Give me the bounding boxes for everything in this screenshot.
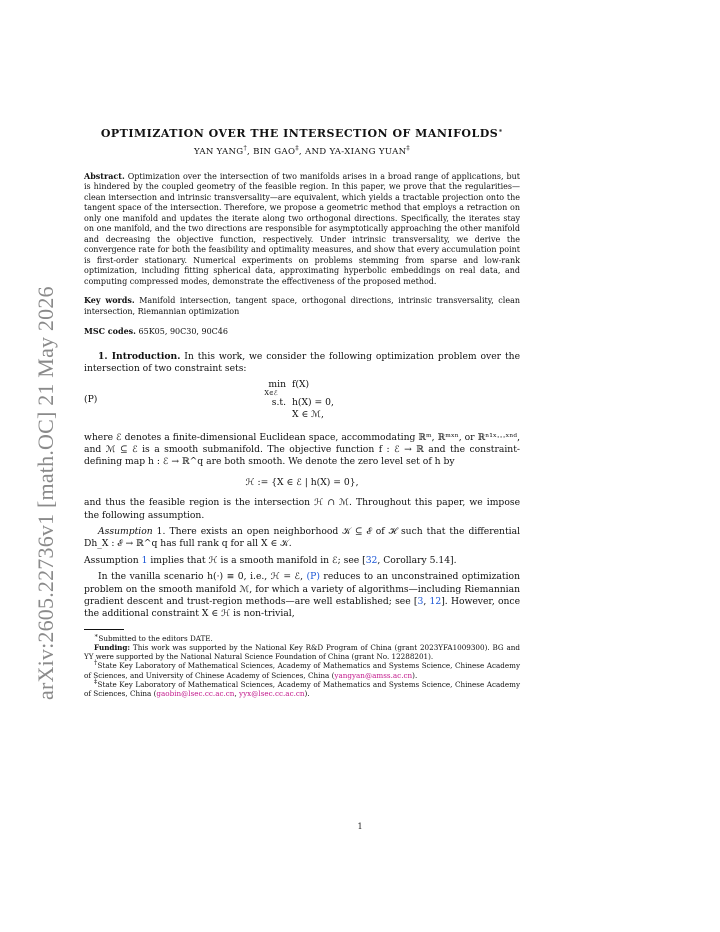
msc-text: 65K05, 90C30, 90C46 bbox=[138, 327, 228, 337]
funding-heading: Funding: bbox=[94, 643, 131, 653]
st-label: s.t. bbox=[271, 396, 286, 408]
constraint-2: X ∈ ℳ, bbox=[292, 408, 324, 420]
email-link-yangyan[interactable]: yangyan@amss.ac.cn bbox=[334, 670, 413, 680]
abstract bbox=[84, 171, 520, 288]
arxiv-identifier-stamp: arXiv:2605.22736v1 [math.OC] 21 May 2026 bbox=[33, 286, 58, 700]
author-list bbox=[84, 146, 520, 158]
abstract-heading: Abstract. bbox=[84, 170, 125, 181]
author-1-mark: † bbox=[243, 144, 248, 153]
page-content bbox=[84, 118, 520, 698]
intro-paragraph-2: where ℰ denotes a finite-dimensional Euclidean space, accommodating ℝᵐ, ℝᵐˣⁿ, or ℝⁿ¹ˣ···ˣⁿᵈ, and ℳ ⊆ ℰ is a smooth submanifold. The objective function f : ℰ → ℝ and the constraint-defining map h : ℰ → ℝ^q are both smooth. We denote the zero level set of h by bbox=[84, 431, 520, 468]
p4-text-a: Assumption bbox=[84, 554, 139, 566]
footnote-3-text: State Key Laboratory of Mathematical Sciences, Academy of Mathematics and Systems Science, Chinese Academy of Sciences, China ( bbox=[84, 679, 521, 699]
min-label: min bbox=[268, 378, 286, 390]
footnote-funding bbox=[84, 643, 520, 661]
footnote-1-text: Submitted to the editors DATE. bbox=[98, 633, 213, 643]
author-3: YA-XIANG YUAN bbox=[329, 147, 407, 158]
author-separator-1: , bbox=[247, 147, 254, 158]
footnote-2-end: ). bbox=[412, 670, 418, 680]
title-text: OPTIMIZATION OVER THE INTERSECTION OF MANIFOLDS bbox=[100, 127, 499, 140]
problem-tag: (P) bbox=[84, 393, 98, 405]
footnote-divider bbox=[84, 629, 124, 630]
problem-operators bbox=[256, 380, 286, 409]
min-operator bbox=[256, 380, 286, 397]
footnote-1-mark: ∗ bbox=[94, 631, 99, 640]
footnote-3-sep: , bbox=[234, 689, 240, 699]
min-subscript: X∈ℰ bbox=[264, 388, 278, 397]
author-separator-2: , AND bbox=[298, 147, 330, 158]
constraint-1: h(X) = 0, bbox=[292, 396, 334, 408]
footnote-3-end: ). bbox=[304, 689, 310, 699]
abstract-text: Optimization over the intersection of two manifolds arises in a broad range of applications, but is hindered by the coupled geometry of the feasible region. In this paper, we prove that the regularities—clean intersection and intrinsic transversality—are equivalent, which yields a tractable projection onto the tangent space of the intersection. Therefore, we propose a geometric method that employs a retraction on only one manifold and updates the iterate along two orthogonal directions. Specifically, the iterates stay on one manifold, and the two directions are responsible for asymptotically approaching the other manifold and decreasing the objective function, respectively. Under intrinsic transversality, we derive the convergence rate for both the feasibility and optimality measures, and show that every accumulation point is first-order stationary. Numerical experiments on problems stemming from sparse and low-rank optimization, including fitting spherical data, approximating hyperbolic embeddings on real data, and computing compressed modes, demonstrate the effectiveness of the proposed method. bbox=[84, 171, 520, 286]
intro-paragraph-3: and thus the feasible region is the intersection ℋ ∩ ℳ. Throughout this paper, we impose the following assumption. bbox=[84, 497, 520, 521]
footnote-3-mark: ‡ bbox=[94, 677, 98, 686]
zero-level-set-equation: ℋ := {X ∈ ℰ | h(X) = 0}, bbox=[245, 476, 359, 488]
keywords-heading: Key words. bbox=[84, 295, 135, 306]
problem-formulation bbox=[84, 380, 520, 428]
paper-title bbox=[84, 128, 520, 140]
assumption-text: There exists an open neighborhood 𝒦 ⊆ ℰ of ℋ such that the differential Dh_X : ℰ → ℝ^q has full rank q for all X ∈ 𝒦. bbox=[84, 525, 521, 550]
p5-text-a: In the vanilla scenario h(·) ≡ 0, i.e., ℋ = ℰ, bbox=[98, 571, 304, 583]
page-number: 1 bbox=[357, 822, 363, 831]
problem-ref-link[interactable]: (P) bbox=[306, 571, 320, 583]
p4-text-c: , Corollary 5.14]. bbox=[377, 554, 457, 566]
footnote-2-text: State Key Laboratory of Mathematical Sciences, Academy of Mathematics and Systems Science, Chinese Academy of Sciences, and University of Chinese Academy of Sciences, China ( bbox=[84, 661, 521, 680]
footnote-2-mark: † bbox=[94, 659, 98, 668]
keywords-text: Manifold intersection, tangent space, orthogonal directions, intrinsic transversality, clean intersection, Riemannian optimization bbox=[84, 296, 520, 316]
assumption-1 bbox=[84, 526, 520, 551]
author-2: BIN GAO bbox=[253, 147, 296, 158]
funding-text: This work was supported by the National Key R&D Program of China (grant 2023YFA1009300). BG and YY were supported by the National Natural Science Foundation of China (grant No. 12288201). bbox=[84, 643, 520, 662]
assumption-label: Assumption bbox=[98, 525, 153, 537]
citation-link-32[interactable]: 32 bbox=[365, 554, 378, 566]
footnote-submitted bbox=[84, 631, 520, 643]
keywords bbox=[84, 295, 520, 317]
email-link-gaobin[interactable]: gaobin@lsec.cc.ac.cn bbox=[156, 689, 235, 699]
objective: f(X) bbox=[292, 378, 310, 390]
p5-text-d: ]. However, once the additional constraint X ∈ ℋ is non-trivial, bbox=[84, 596, 521, 620]
p4-text-b: implies that ℋ is a smooth manifold in ℰ; see [ bbox=[150, 554, 366, 566]
title-footnote-mark: ∗ bbox=[498, 126, 504, 135]
citation-link-3[interactable]: 3 bbox=[417, 596, 424, 607]
p5-text-c: , bbox=[423, 596, 427, 607]
footnotes bbox=[84, 631, 521, 699]
author-1: YAN YANG bbox=[194, 147, 244, 158]
introduction-paragraph-1 bbox=[84, 351, 520, 376]
citation-link-12[interactable]: 12 bbox=[429, 596, 442, 607]
problem-expressions bbox=[292, 380, 334, 421]
intro-paragraph-4 bbox=[84, 555, 520, 567]
email-link-yyx[interactable]: yyx@lsec.cc.ac.cn bbox=[239, 689, 305, 699]
assumption-number: 1. bbox=[156, 525, 166, 537]
msc-heading: MSC codes. bbox=[84, 326, 136, 337]
footnote-affiliation-2 bbox=[84, 677, 521, 699]
footnote-affiliation-1 bbox=[84, 661, 520, 679]
section-heading-introduction: 1. Introduction. bbox=[98, 350, 181, 362]
intro-text-1: In this work, we consider the following optimization problem over the intersection of two constraint sets: bbox=[84, 350, 521, 375]
assumption-ref-link[interactable]: 1 bbox=[141, 554, 148, 566]
msc-codes bbox=[84, 325, 520, 338]
p5-text-b: reduces to an unconstrained optimization problem on the smooth manifold ℳ, for which a variety of algorithms—including Riemannian gradient descent and trust-region methods—are well established; see [ bbox=[84, 571, 520, 607]
author-2-mark: ‡ bbox=[295, 144, 299, 153]
intro-paragraph-5 bbox=[84, 571, 520, 621]
author-3-mark: ‡ bbox=[406, 144, 410, 153]
